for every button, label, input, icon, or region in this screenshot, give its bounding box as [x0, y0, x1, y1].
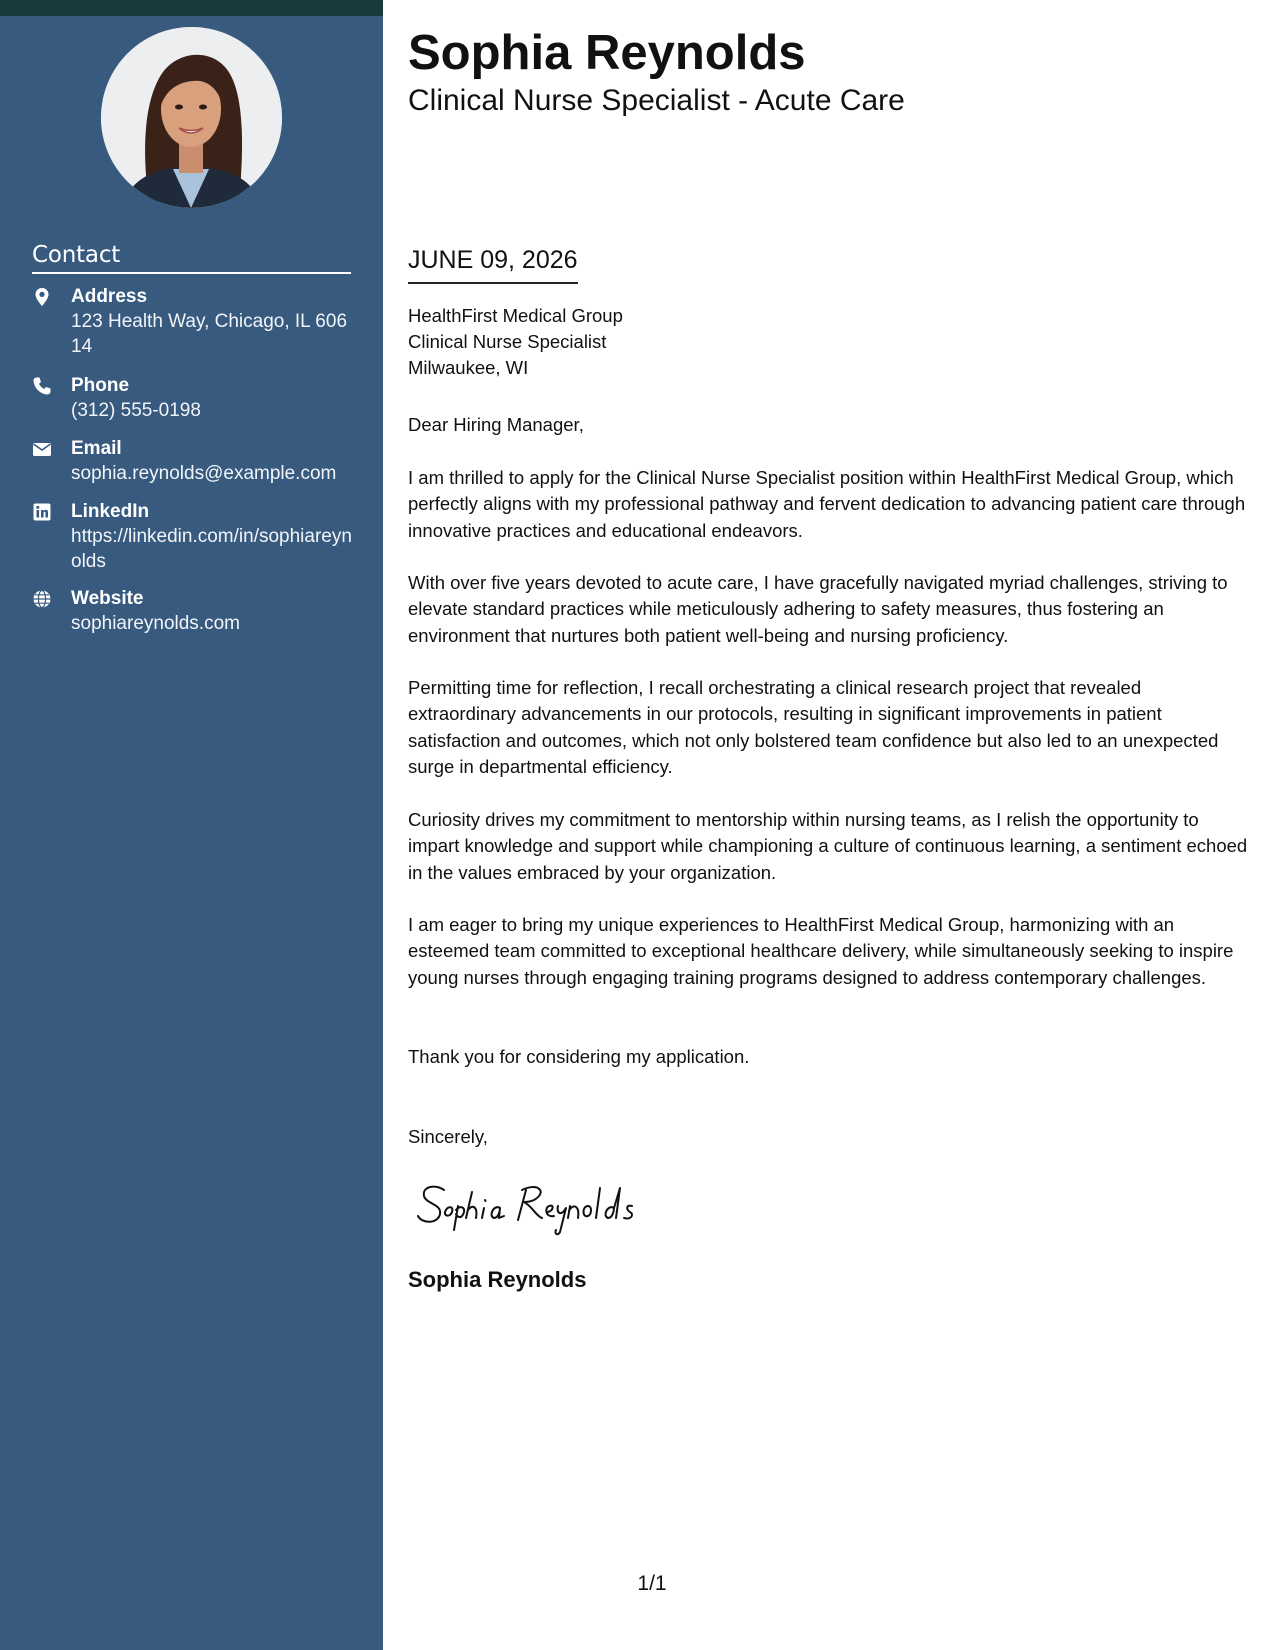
thank-you-line: Thank you for considering my application.	[408, 1046, 750, 1067]
website-label: Website	[71, 588, 144, 609]
signer-name: Sophia Reynolds	[408, 1267, 587, 1292]
applicant-name: Sophia Reynolds	[408, 26, 806, 80]
avatar	[101, 27, 282, 208]
envelope-icon	[32, 439, 52, 459]
recipient-position: Clinical Nurse Specialist	[408, 331, 607, 352]
sidebar	[0, 0, 383, 1650]
salutation: Dear Hiring Manager,	[408, 414, 584, 435]
letter-date: JUNE 09, 2026	[408, 244, 578, 284]
job-title: Clinical Nurse Specialist - Acute Care	[408, 84, 905, 117]
handwritten-signature	[414, 1176, 674, 1236]
linkedin-icon	[32, 502, 52, 522]
location-pin-icon	[32, 287, 52, 307]
phone-icon	[32, 376, 52, 396]
address-label: Address	[71, 286, 148, 307]
letter-paragraph: I am thrilled to apply for the Clinical Nurse Specialist position within HealthFirst Medical Group, which perfectly aligns with my professional pathway and fervent dedication to advancing patient care through innovative practices and educational endeavors.	[408, 467, 1246, 541]
linkedin-label: LinkedIn	[71, 501, 150, 522]
avatar-photo	[101, 27, 282, 208]
website-value[interactable]: sophiareynolds.com	[71, 613, 240, 634]
letter-paragraph: Permitting time for reflection, I recall orchestrating a clinical research project that revealed extraordinary advancements in our protocols, resulting in significant improvements in patient satisfaction and outcomes, which not only bolstered team confidence but also led to an unexpected surge in departmental efficiency.	[408, 677, 1219, 778]
closing: Sincerely,	[408, 1126, 488, 1147]
email-label: Email	[71, 438, 122, 459]
letter-main	[408, 0, 1248, 1650]
email-value[interactable]: sophia.reynolds@example.com	[71, 463, 337, 484]
linkedin-value[interactable]: https://linkedin.com/in/sophiareynolds	[71, 526, 352, 572]
phone-label: Phone	[71, 375, 130, 396]
letter-paragraph: I am eager to bring my unique experiences to HealthFirst Medical Group, harmonizing with an esteemed team committed to exceptional healthcare delivery, while simultaneously seeking to inspire young nurses through engaging training programs designed to address contemporary challenges.	[408, 914, 1234, 988]
address-value: 123 Health Way, Chicago, IL 60614	[71, 311, 348, 357]
phone-value[interactable]: (312) 555-0198	[71, 400, 201, 421]
letter-paragraph: Curiosity drives my commitment to mentorship within nursing teams, as I relish the opportunity to impart knowledge and support while championing a culture of continuous learning, a sentiment echoed in the values embraced by your organization.	[408, 809, 1248, 883]
contact-heading: Contact	[32, 240, 351, 274]
page-number: 1/1	[637, 1572, 667, 1595]
recipient-block	[408, 303, 1238, 381]
letter-paragraph: With over five years devoted to acute care, I have gracefully navigated myriad challenges, striving to elevate standard practices while meticulously adhering to safety measures, thus fostering an environment that nurtures both patient well-being and nursing proficiency.	[408, 572, 1228, 646]
sidebar-top-bar	[0, 0, 383, 16]
recipient-location: Milwaukee, WI	[408, 357, 529, 378]
recipient-company: HealthFirst Medical Group	[408, 305, 623, 326]
globe-icon	[32, 589, 52, 609]
